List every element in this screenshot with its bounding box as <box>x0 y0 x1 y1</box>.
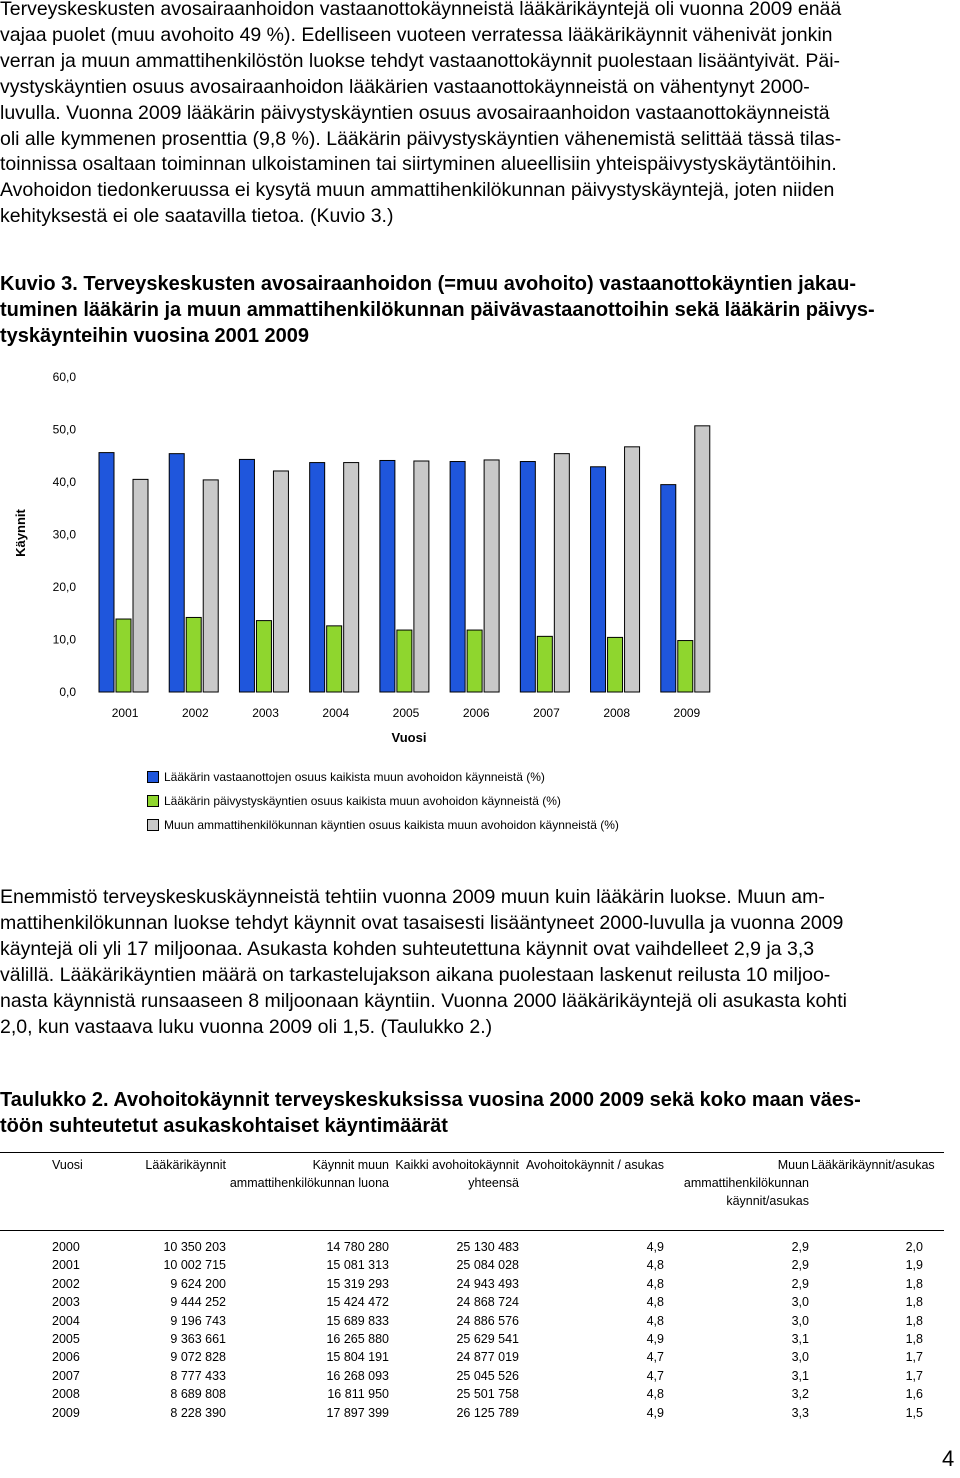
table-row <box>0 1231 944 1257</box>
cell-doctor-visits: 9 196 743 <box>170 1313 226 1328</box>
cell-other-staff-visits: 17 897 399 <box>326 1405 389 1420</box>
cell-doctor-per-resident: 1,6 <box>905 1387 923 1402</box>
cell-year: 2000 <box>0 1231 88 1257</box>
cell-all-visits: 25 084 028 <box>456 1258 519 1273</box>
bar-2001-series-0 <box>99 453 114 692</box>
x-tick-label: 2005 <box>392 706 420 720</box>
cell-doctor-per-resident: 1,8 <box>905 1295 923 1310</box>
cell-year: 2009 <box>52 1405 80 1420</box>
cell-doctor-per-resident: 1,7 <box>905 1350 923 1365</box>
cell-doctor-per-resident: 1,9 <box>905 1258 923 1273</box>
x-tick-label: 2003 <box>252 706 279 720</box>
intro-line: Terveyskeskusten avosairaanhoidon vastaanottokäynneistä lääkärikäyntejä oli vuonna 2009 enää <box>0 0 842 20</box>
cell-all-visits: 24 886 576 <box>456 1313 519 1328</box>
cell-other-staff-visits: 16 265 880 <box>326 1332 389 1347</box>
cell-doctor-per-resident: 1,8 <box>905 1313 923 1328</box>
y-tick-label: 60,0 <box>52 370 76 384</box>
intro-line: vystyskäyntien osuus avosairaanhoidon lääkärien vastaanottokäynneistä on vähentynyt 2000- <box>0 75 810 98</box>
bar-2001-series-2 <box>133 479 148 692</box>
data-table <box>0 1152 944 1422</box>
intro-line: kehityksestä ei ole saatavilla tietoa. (Kuvio 3.) <box>0 205 394 228</box>
cell-visits-per-resident: 4,8 <box>646 1295 664 1310</box>
cell-other-per-resident: 2,9 <box>791 1276 809 1291</box>
cell-all-visits: 26 125 789 <box>456 1405 519 1420</box>
cell-year: 2003 <box>52 1295 80 1310</box>
cell-year: 2001 <box>52 1258 80 1273</box>
legend-swatch-green <box>147 795 159 807</box>
cell-doctor-per-resident: 1,8 <box>905 1332 923 1347</box>
y-tick-label: 40,0 <box>52 475 76 489</box>
table-caption-line: Taulukko 2. Avohoitokäynnit terveyskeskuksissa vuosina 2000 2009 sekä koko maan väes- <box>0 1089 861 1111</box>
bar-2007-series-1 <box>537 636 552 692</box>
table-header-row <box>0 1153 944 1231</box>
bar-2003-series-2 <box>273 471 288 692</box>
bar-2005-series-0 <box>380 460 395 692</box>
y-tick-label: 0,0 <box>59 685 76 699</box>
x-tick-label: 2009 <box>673 706 701 720</box>
y-tick-label: 30,0 <box>52 527 76 542</box>
figure-caption <box>0 271 958 349</box>
intro-line: vajaa puolet (muu avohoito 49 %). Edelliseen vuoteen verratessa lääkärikäynnit vähenivät jonkin <box>0 23 833 46</box>
cell-all-visits: 25 130 483 <box>391 1231 521 1257</box>
cell-year: 2007 <box>52 1368 80 1383</box>
bar-2009-series-1 <box>678 641 693 692</box>
cell-doctor-per-resident: 1,7 <box>905 1368 923 1383</box>
table-row <box>0 1330 944 1348</box>
cell-other-staff-visits: 15 424 472 <box>326 1295 389 1310</box>
body-line: Enemmistö terveyskeskuskäynneistä tehtiin vuonna 2009 muun kuin lääkärin luokse. Muun am- <box>0 886 825 908</box>
table-row <box>0 1275 944 1293</box>
cell-all-visits: 25 629 541 <box>456 1332 519 1347</box>
bar-2007-series-2 <box>554 454 569 692</box>
col-header-doctor-per-resident: Lääkärikäynnit/asukas <box>811 1153 944 1231</box>
bar-chart <box>0 355 960 755</box>
x-tick-label: 2006 <box>462 706 490 720</box>
body-line: välillä. Lääkärikäyntien määrä on tarkastelujakson aikana puolestaan laskenut reilusta 10 miljoo- <box>0 963 831 986</box>
table-body <box>0 1231 944 1423</box>
figure-caption-line: Kuvio 3. Terveyskeskusten avosairaanhoidon (=muu avohoito) vastaanottokäyntien jakau- <box>0 273 856 295</box>
cell-doctor-visits: 8 228 390 <box>170 1405 226 1420</box>
table-caption-line: töön suhteutetut asukaskohtaiset käyntimäärät <box>0 1115 448 1137</box>
col-header-year: Vuosi <box>0 1153 88 1231</box>
bar-2004-series-0 <box>310 463 325 692</box>
bar-2001-series-1 <box>116 619 131 692</box>
legend-swatch-blue <box>147 771 159 783</box>
cell-visits-per-resident: 4,7 <box>646 1350 664 1365</box>
bar-2006-series-1 <box>467 630 482 692</box>
cell-all-visits: 25 501 758 <box>456 1387 519 1402</box>
cell-doctor-visits: 9 363 661 <box>170 1332 226 1347</box>
bar-2002-series-2 <box>203 480 218 692</box>
cell-other-per-resident: 2,9 <box>791 1258 809 1273</box>
second-paragraph <box>0 885 956 1040</box>
cell-other-per-resident: 3,0 <box>791 1295 809 1310</box>
cell-doctor-visits: 9 624 200 <box>170 1276 226 1291</box>
bar-2002-series-0 <box>169 454 184 692</box>
x-tick-label: 2004 <box>322 706 350 720</box>
bar-2009-series-2 <box>695 426 710 692</box>
legend-item <box>147 789 619 813</box>
bar-2006-series-2 <box>484 460 499 692</box>
cell-all-visits: 24 877 019 <box>456 1350 519 1365</box>
cell-year: 2008 <box>52 1387 80 1402</box>
cell-other-per-resident: 3,2 <box>791 1387 809 1402</box>
legend-label: Lääkärin päivystyskäyntien osuus kaikista muun avohoidon käynneistä (%) <box>164 794 561 808</box>
y-tick-label: 10,0 <box>52 632 76 647</box>
intro-line: luvulla. Vuonna 2009 lääkärin päivystyskäyntien osuus avosairaanhoidon vastaanottokäynneistä <box>0 101 830 124</box>
cell-doctor-visits: 10 350 203 <box>88 1231 228 1257</box>
col-header-other-per-resident: Muun ammattihenkilökunnan käynnit/asukas <box>666 1153 811 1231</box>
x-tick-label: 2001 <box>111 706 139 720</box>
cell-year: 2002 <box>52 1276 80 1291</box>
table-row <box>0 1404 944 1422</box>
cell-all-visits: 25 045 526 <box>456 1368 519 1383</box>
cell-year: 2004 <box>52 1313 80 1328</box>
cell-other-staff-visits: 15 319 293 <box>326 1276 389 1291</box>
bar-2007-series-0 <box>520 462 535 692</box>
cell-year: 2005 <box>52 1332 80 1347</box>
cell-other-staff-visits: 16 268 093 <box>326 1368 389 1383</box>
table-row <box>0 1256 944 1274</box>
cell-doctor-visits: 10 002 715 <box>163 1258 226 1273</box>
x-axis-label: Vuosi <box>391 730 427 745</box>
body-line: nasta käynnistä runsaaseen 8 miljoonaan käyntiin. Vuonna 2000 lääkärikäyntejä oli asukasta kohti <box>0 989 847 1012</box>
intro-line: verran ja muun ammattihenkilöstön luokse tehdyt vastaanottokäynnit puolestaan lisääntyivät. Päi- <box>0 49 841 72</box>
cell-other-staff-visits: 15 804 191 <box>326 1350 389 1365</box>
cell-other-per-resident: 3,0 <box>791 1313 809 1328</box>
cell-visits-per-resident: 4,9 <box>521 1231 666 1257</box>
cell-other-per-resident: 2,9 <box>666 1231 811 1257</box>
legend-label: Muun ammattihenkilökunnan käyntien osuus kaikista muun avohoidon käynneistä (%) <box>164 818 619 832</box>
bar-2008-series-0 <box>591 467 606 692</box>
figure-caption-line: tuminen lääkärin ja muun ammattihenkilökunnan päivävastaanottoihin sekä lääkärin päivys- <box>0 299 875 321</box>
bar-2008-series-1 <box>608 637 623 692</box>
intro-line: toinnissa osaltaan toiminnan ulkoistaminen tai siirtyminen alueellisiin yhteispäivystyskäytäntöihin. <box>0 153 837 176</box>
bar-2004-series-1 <box>327 626 342 692</box>
table-row <box>0 1348 944 1366</box>
cell-doctor-per-resident: 1,5 <box>905 1405 923 1420</box>
cell-other-per-resident: 3,3 <box>791 1405 809 1420</box>
legend-label: Lääkärin vastaanottojen osuus kaikista muun avohoidon käynneistä (%) <box>164 770 545 784</box>
bar-2003-series-0 <box>239 459 254 692</box>
bar-2008-series-2 <box>625 447 640 692</box>
bar-2005-series-2 <box>414 461 429 692</box>
cell-doctor-visits: 8 689 808 <box>170 1387 226 1402</box>
intro-paragraph <box>0 0 956 230</box>
cell-other-staff-visits: 14 780 280 <box>228 1231 391 1257</box>
cell-visits-per-resident: 4,8 <box>646 1387 664 1402</box>
page-number: 4 <box>942 1446 955 1471</box>
cell-other-staff-visits: 15 689 833 <box>326 1313 389 1328</box>
legend-item <box>147 813 619 837</box>
y-axis-label: Käynnit <box>13 509 28 557</box>
body-line: mattihenkilökunnan luokse tehdyt käynnit ovat tasaisesti lisääntyneet 2000-luvulla ja vuonna 2009 <box>0 911 844 934</box>
table-row <box>0 1293 944 1311</box>
cell-other-per-resident: 3,0 <box>791 1350 809 1365</box>
x-tick-label: 2008 <box>603 706 631 720</box>
legend-item <box>147 765 619 789</box>
body-line: käyntejä oli yli 17 miljoonaa. Asukasta kohden suhteutettuna käynnit ovat vaihdelleet 2,9 ja 3,3 <box>0 937 815 960</box>
figure-caption-line: tyskäynteihin vuosina 2001 2009 <box>0 325 310 347</box>
cell-doctor-visits: 9 072 828 <box>170 1350 226 1365</box>
chart-legend <box>147 765 619 837</box>
bar-2005-series-1 <box>397 630 412 692</box>
cell-visits-per-resident: 4,8 <box>646 1276 664 1291</box>
cell-other-staff-visits: 15 081 313 <box>326 1258 389 1273</box>
cell-doctor-per-resident: 2,0 <box>811 1231 944 1257</box>
bar-2002-series-1 <box>186 617 201 692</box>
cell-other-staff-visits: 16 811 950 <box>327 1387 389 1402</box>
cell-other-per-resident: 3,1 <box>791 1368 809 1383</box>
cell-visits-per-resident: 4,8 <box>646 1258 664 1273</box>
cell-other-per-resident: 3,1 <box>791 1332 809 1347</box>
cell-all-visits: 24 868 724 <box>456 1295 519 1310</box>
x-tick-label: 2007 <box>533 706 560 720</box>
y-tick-label: 50,0 <box>52 422 76 437</box>
table-row <box>0 1385 944 1403</box>
bar-2009-series-0 <box>661 485 676 692</box>
cell-year: 2006 <box>52 1350 80 1365</box>
intro-line: Avohoidon tiedonkeruussa ei kysytä muun ammattihenkilökunnan päivystyskäyntejä, joten niiden <box>0 179 835 202</box>
y-tick-label: 20,0 <box>52 580 76 594</box>
col-header-doctor-visits: Lääkärikäynnit <box>88 1153 228 1231</box>
col-header-all-visits: Kaikki avohoitokäynnit yhteensä <box>391 1153 521 1231</box>
bar-2004-series-2 <box>344 463 359 692</box>
cell-doctor-visits: 9 444 252 <box>170 1295 226 1310</box>
cell-doctor-visits: 8 777 433 <box>170 1368 226 1383</box>
col-header-visits-per-resident: Avohoitokäynnit / asukas <box>521 1153 666 1231</box>
bar-2006-series-0 <box>450 462 465 692</box>
body-line: 2,0, kun vastaava luku vuonna 2009 oli 1,5. (Taulukko 2.) <box>0 1015 493 1038</box>
legend-swatch-gray <box>147 819 159 831</box>
cell-visits-per-resident: 4,8 <box>646 1313 664 1328</box>
cell-doctor-per-resident: 1,8 <box>905 1276 923 1291</box>
table-row <box>0 1312 944 1330</box>
cell-visits-per-resident: 4,9 <box>646 1405 664 1420</box>
x-tick-label: 2002 <box>181 706 209 720</box>
intro-line: oli alle kymmenen prosenttia (9,8 %). Lääkärin päivystyskäyntien vähenemistä selittää tässä tilas- <box>0 127 842 150</box>
table-caption <box>0 1087 958 1139</box>
bar-2003-series-1 <box>256 621 271 692</box>
col-header-other-staff-visits: Käynnit muun ammattihenkilökunnan luona <box>228 1153 391 1231</box>
cell-visits-per-resident: 4,9 <box>646 1332 664 1347</box>
data-table-wrapper <box>0 1152 944 1422</box>
cell-visits-per-resident: 4,7 <box>646 1368 664 1383</box>
table-row <box>0 1367 944 1385</box>
cell-all-visits: 24 943 493 <box>456 1276 519 1291</box>
